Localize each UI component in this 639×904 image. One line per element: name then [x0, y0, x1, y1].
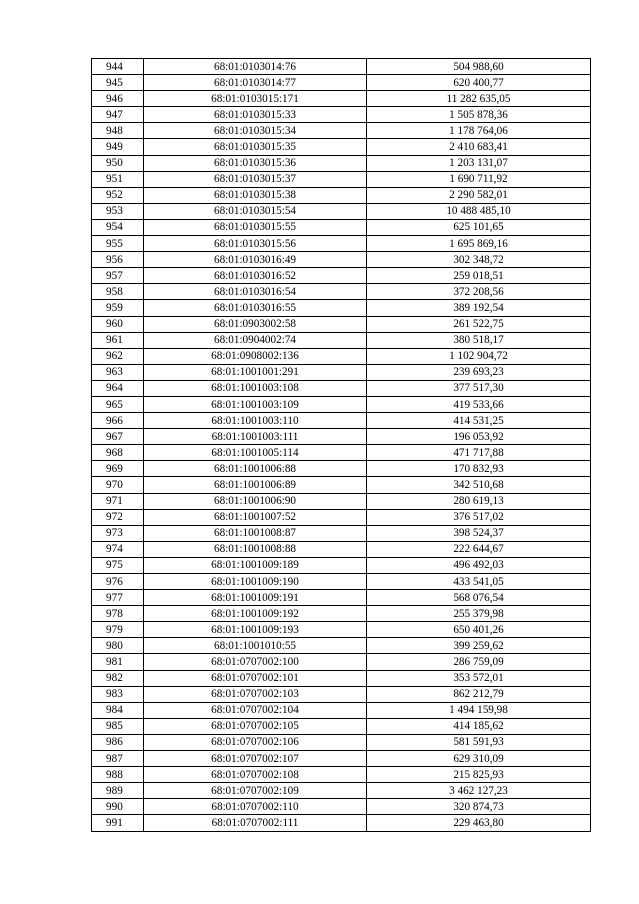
cadastral-number-cell: 68:01:0103015:37	[144, 171, 367, 187]
row-number-cell: 985	[92, 718, 144, 734]
table-row	[92, 219, 591, 235]
row-number-cell: 986	[92, 734, 144, 750]
row-number-cell: 976	[92, 574, 144, 590]
cadastral-value-cell: 372 208,56	[367, 284, 591, 300]
cadastral-number-cell: 68:01:0103015:56	[144, 236, 367, 252]
table-row	[92, 284, 591, 300]
row-number-cell: 987	[92, 751, 144, 767]
table-row	[92, 429, 591, 445]
table-row	[92, 268, 591, 284]
cadastral-number-cell: 68:01:1001009:189	[144, 557, 367, 573]
cadastral-value-cell: 255 379,98	[367, 606, 591, 622]
table-row	[92, 606, 591, 622]
cadastral-value-cell: 342 510,68	[367, 477, 591, 493]
table-row	[92, 445, 591, 461]
cadastral-value-cell: 414 185,62	[367, 718, 591, 734]
row-number-cell: 969	[92, 461, 144, 477]
table-row	[92, 187, 591, 203]
cadastral-value-cell: 196 053,92	[367, 429, 591, 445]
cadastral-value-cell: 261 522,75	[367, 316, 591, 332]
cadastral-value-cell: 1 690 711,92	[367, 171, 591, 187]
row-number-cell: 964	[92, 380, 144, 396]
table-row	[92, 783, 591, 799]
cadastral-number-cell: 68:01:0103015:34	[144, 123, 367, 139]
cadastral-value-cell: 629 310,09	[367, 751, 591, 767]
row-number-cell: 962	[92, 348, 144, 364]
table-row	[92, 396, 591, 412]
table-row	[92, 348, 591, 364]
row-number-cell: 971	[92, 493, 144, 509]
cadastral-value-table	[91, 58, 591, 832]
cadastral-value-cell: 1 178 764,06	[367, 123, 591, 139]
cadastral-number-cell: 68:01:0903002:58	[144, 316, 367, 332]
row-number-cell: 974	[92, 541, 144, 557]
cadastral-number-cell: 68:01:0103016:49	[144, 252, 367, 268]
cadastral-value-cell: 625 101,65	[367, 219, 591, 235]
cadastral-number-cell: 68:01:0103016:55	[144, 300, 367, 316]
row-number-cell: 984	[92, 702, 144, 718]
row-number-cell: 961	[92, 332, 144, 348]
table-row	[92, 767, 591, 783]
row-number-cell: 945	[92, 75, 144, 91]
table-body	[92, 59, 591, 832]
cadastral-number-cell: 68:01:0103016:52	[144, 268, 367, 284]
table-row	[92, 493, 591, 509]
table-row	[92, 525, 591, 541]
cadastral-value-cell: 280 619,13	[367, 493, 591, 509]
table-row	[92, 590, 591, 606]
row-number-cell: 952	[92, 187, 144, 203]
cadastral-value-cell: 620 400,77	[367, 75, 591, 91]
table-row	[92, 509, 591, 525]
row-number-cell: 979	[92, 622, 144, 638]
cadastral-number-cell: 68:01:1001009:192	[144, 606, 367, 622]
cadastral-value-cell: 398 524,37	[367, 525, 591, 541]
cadastral-value-cell: 1 505 878,36	[367, 107, 591, 123]
cadastral-number-cell: 68:01:0707002:100	[144, 654, 367, 670]
table-row	[92, 316, 591, 332]
table-row	[92, 686, 591, 702]
row-number-cell: 967	[92, 429, 144, 445]
row-number-cell: 951	[92, 171, 144, 187]
row-number-cell: 973	[92, 525, 144, 541]
cadastral-number-cell: 68:01:0707002:110	[144, 799, 367, 815]
cadastral-value-cell: 504 988,60	[367, 59, 591, 75]
row-number-cell: 955	[92, 236, 144, 252]
cadastral-value-cell: 399 259,62	[367, 638, 591, 654]
cadastral-number-cell: 68:01:0707002:103	[144, 686, 367, 702]
row-number-cell: 944	[92, 59, 144, 75]
cadastral-number-cell: 68:01:0707002:105	[144, 718, 367, 734]
table-row	[92, 622, 591, 638]
table-row	[92, 670, 591, 686]
cadastral-value-cell: 1 203 131,07	[367, 155, 591, 171]
table-row	[92, 461, 591, 477]
cadastral-number-cell: 68:01:0707002:101	[144, 670, 367, 686]
cadastral-value-cell: 2 410 683,41	[367, 139, 591, 155]
row-number-cell: 963	[92, 364, 144, 380]
row-number-cell: 990	[92, 799, 144, 815]
cadastral-number-cell: 68:01:1001009:191	[144, 590, 367, 606]
row-number-cell: 966	[92, 413, 144, 429]
table-row	[92, 734, 591, 750]
cadastral-number-cell: 68:01:1001009:193	[144, 622, 367, 638]
cadastral-value-cell: 320 874,73	[367, 799, 591, 815]
cadastral-number-cell: 68:01:0904002:74	[144, 332, 367, 348]
row-number-cell: 978	[92, 606, 144, 622]
row-number-cell: 950	[92, 155, 144, 171]
cadastral-value-cell: 170 832,93	[367, 461, 591, 477]
row-number-cell: 988	[92, 767, 144, 783]
cadastral-value-cell: 581 591,93	[367, 734, 591, 750]
row-number-cell: 989	[92, 783, 144, 799]
row-number-cell: 946	[92, 91, 144, 107]
cadastral-value-cell: 222 644,67	[367, 541, 591, 557]
row-number-cell: 947	[92, 107, 144, 123]
cadastral-number-cell: 68:01:0103014:76	[144, 59, 367, 75]
cadastral-value-cell: 414 531,25	[367, 413, 591, 429]
row-number-cell: 983	[92, 686, 144, 702]
cadastral-value-cell: 380 518,17	[367, 332, 591, 348]
row-number-cell: 975	[92, 557, 144, 573]
cadastral-value-cell: 239 693,23	[367, 364, 591, 380]
table-row	[92, 364, 591, 380]
cadastral-value-cell: 10 488 485,10	[367, 203, 591, 219]
cadastral-value-cell: 259 018,51	[367, 268, 591, 284]
cadastral-value-cell: 215 825,93	[367, 767, 591, 783]
cadastral-number-cell: 68:01:0103015:171	[144, 91, 367, 107]
row-number-cell: 977	[92, 590, 144, 606]
cadastral-number-cell: 68:01:1001006:90	[144, 493, 367, 509]
table-row	[92, 107, 591, 123]
cadastral-number-cell: 68:01:1001006:88	[144, 461, 367, 477]
table-row	[92, 751, 591, 767]
cadastral-value-cell: 433 541,05	[367, 574, 591, 590]
row-number-cell: 991	[92, 815, 144, 831]
cadastral-value-cell: 1 494 159,98	[367, 702, 591, 718]
cadastral-number-cell: 68:01:0103015:38	[144, 187, 367, 203]
row-number-cell: 965	[92, 396, 144, 412]
cadastral-value-cell: 286 759,09	[367, 654, 591, 670]
cadastral-number-cell: 68:01:0103016:54	[144, 284, 367, 300]
cadastral-value-cell: 377 517,30	[367, 380, 591, 396]
table-row	[92, 236, 591, 252]
table-row	[92, 799, 591, 815]
cadastral-number-cell: 68:01:0103014:77	[144, 75, 367, 91]
cadastral-number-cell: 68:01:1001006:89	[144, 477, 367, 493]
cadastral-number-cell: 68:01:1001003:108	[144, 380, 367, 396]
cadastral-number-cell: 68:01:0707002:106	[144, 734, 367, 750]
cadastral-number-cell: 68:01:0707002:111	[144, 815, 367, 831]
row-number-cell: 957	[92, 268, 144, 284]
table-row	[92, 477, 591, 493]
cadastral-value-cell: 650 401,26	[367, 622, 591, 638]
table-row	[92, 380, 591, 396]
row-number-cell: 954	[92, 219, 144, 235]
table-row	[92, 75, 591, 91]
row-number-cell: 960	[92, 316, 144, 332]
table-row	[92, 815, 591, 831]
row-number-cell: 948	[92, 123, 144, 139]
table-row	[92, 654, 591, 670]
table-row	[92, 139, 591, 155]
table-row	[92, 252, 591, 268]
cadastral-value-cell: 376 517,02	[367, 509, 591, 525]
cadastral-number-cell: 68:01:1001007:52	[144, 509, 367, 525]
row-number-cell: 982	[92, 670, 144, 686]
cadastral-number-cell: 68:01:1001005:114	[144, 445, 367, 461]
table-row	[92, 59, 591, 75]
cadastral-number-cell: 68:01:1001008:88	[144, 541, 367, 557]
cadastral-number-cell: 68:01:0103015:54	[144, 203, 367, 219]
row-number-cell: 956	[92, 252, 144, 268]
cadastral-value-cell: 862 212,79	[367, 686, 591, 702]
row-number-cell: 949	[92, 139, 144, 155]
table-row	[92, 203, 591, 219]
cadastral-number-cell: 68:01:0908002:136	[144, 348, 367, 364]
table-row	[92, 718, 591, 734]
row-number-cell: 970	[92, 477, 144, 493]
cadastral-value-cell: 419 533,66	[367, 396, 591, 412]
row-number-cell: 981	[92, 654, 144, 670]
row-number-cell: 980	[92, 638, 144, 654]
cadastral-number-cell: 68:01:1001008:87	[144, 525, 367, 541]
table-row	[92, 91, 591, 107]
cadastral-number-cell: 68:01:1001009:190	[144, 574, 367, 590]
cadastral-number-cell: 68:01:1001003:109	[144, 396, 367, 412]
cadastral-value-cell: 389 192,54	[367, 300, 591, 316]
cadastral-number-cell: 68:01:0103015:35	[144, 139, 367, 155]
table-row	[92, 300, 591, 316]
cadastral-value-cell: 353 572,01	[367, 670, 591, 686]
table-row	[92, 155, 591, 171]
row-number-cell: 953	[92, 203, 144, 219]
cadastral-value-cell: 2 290 582,01	[367, 187, 591, 203]
cadastral-value-cell: 496 492,03	[367, 557, 591, 573]
cadastral-number-cell: 68:01:0103015:55	[144, 219, 367, 235]
table-row	[92, 541, 591, 557]
cadastral-value-cell: 229 463,80	[367, 815, 591, 831]
cadastral-number-cell: 68:01:0707002:108	[144, 767, 367, 783]
cadastral-number-cell: 68:01:0103015:36	[144, 155, 367, 171]
cadastral-number-cell: 68:01:1001003:111	[144, 429, 367, 445]
cadastral-number-cell: 68:01:1001010:55	[144, 638, 367, 654]
table-row	[92, 171, 591, 187]
cadastral-value-cell: 568 076,54	[367, 590, 591, 606]
table-row	[92, 332, 591, 348]
cadastral-value-cell: 471 717,88	[367, 445, 591, 461]
cadastral-value-cell: 3 462 127,23	[367, 783, 591, 799]
row-number-cell: 968	[92, 445, 144, 461]
cadastral-number-cell: 68:01:0103015:33	[144, 107, 367, 123]
cadastral-number-cell: 68:01:0707002:104	[144, 702, 367, 718]
table-row	[92, 557, 591, 573]
table-row	[92, 574, 591, 590]
cadastral-value-cell: 302 348,72	[367, 252, 591, 268]
cadastral-value-cell: 1 695 869,16	[367, 236, 591, 252]
cadastral-value-cell: 1 102 904,72	[367, 348, 591, 364]
cadastral-number-cell: 68:01:1001001:291	[144, 364, 367, 380]
table-row	[92, 123, 591, 139]
table-row	[92, 702, 591, 718]
row-number-cell: 972	[92, 509, 144, 525]
cadastral-number-cell: 68:01:1001003:110	[144, 413, 367, 429]
row-number-cell: 959	[92, 300, 144, 316]
cadastral-number-cell: 68:01:0707002:107	[144, 751, 367, 767]
cadastral-value-cell: 11 282 635,05	[367, 91, 591, 107]
cadastral-number-cell: 68:01:0707002:109	[144, 783, 367, 799]
row-number-cell: 958	[92, 284, 144, 300]
table-row	[92, 638, 591, 654]
table-row	[92, 413, 591, 429]
